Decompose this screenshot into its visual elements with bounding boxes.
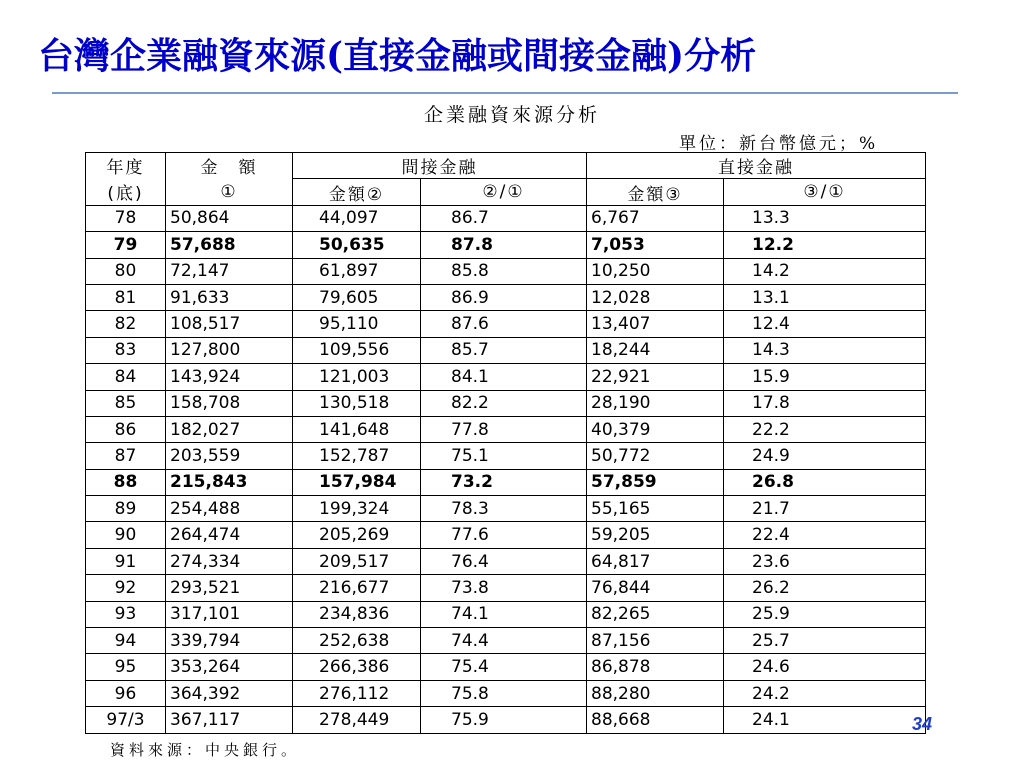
cell-total-amount: 108,517	[166, 311, 293, 337]
header-indirect-ratio: ②/①	[421, 179, 587, 205]
cell-total-amount: 203,559	[166, 443, 293, 469]
cell-year: 87	[86, 443, 166, 469]
header-direct-amount: 金額③	[587, 179, 724, 205]
cell-indirect-ratio: 77.8	[421, 416, 587, 442]
cell-total-amount: 317,101	[166, 601, 293, 627]
cell-total-amount: 143,924	[166, 364, 293, 390]
cell-indirect-ratio: 85.7	[421, 337, 587, 363]
table-row	[86, 284, 926, 310]
cell-direct-amount: 28,190	[587, 390, 724, 416]
table-row	[86, 258, 926, 284]
header-year: 年度	[86, 153, 166, 179]
cell-indirect-amount: 152,787	[293, 443, 421, 469]
cell-indirect-ratio: 76.4	[421, 548, 587, 574]
cell-direct-ratio: 24.1	[724, 707, 926, 733]
cell-indirect-ratio: 75.1	[421, 443, 587, 469]
cell-indirect-ratio: 87.8	[421, 232, 587, 258]
table-row	[86, 337, 926, 363]
cell-total-amount: 91,633	[166, 284, 293, 310]
cell-year: 96	[86, 680, 166, 706]
header-row-2	[86, 179, 926, 205]
table-row	[86, 205, 926, 231]
cell-indirect-ratio: 86.9	[421, 284, 587, 310]
cell-indirect-ratio: 73.8	[421, 575, 587, 601]
table-row	[86, 364, 926, 390]
cell-indirect-ratio: 75.9	[421, 707, 587, 733]
cell-year: 97/3	[86, 707, 166, 733]
cell-indirect-amount: 234,836	[293, 601, 421, 627]
cell-total-amount: 274,334	[166, 548, 293, 574]
table-row	[86, 416, 926, 442]
cell-year: 93	[86, 601, 166, 627]
cell-indirect-ratio: 75.4	[421, 654, 587, 680]
cell-total-amount: 57,688	[166, 232, 293, 258]
cell-indirect-amount: 205,269	[293, 522, 421, 548]
cell-direct-ratio: 14.3	[724, 337, 926, 363]
cell-direct-ratio: 17.8	[724, 390, 926, 416]
cell-indirect-amount: 50,635	[293, 232, 421, 258]
header-indirect-finance: 間接金融	[293, 153, 587, 179]
cell-direct-ratio: 23.6	[724, 548, 926, 574]
header-amount: 金 額	[166, 153, 293, 179]
table-row	[86, 496, 926, 522]
header-row-1	[86, 153, 926, 179]
cell-indirect-amount: 95,110	[293, 311, 421, 337]
cell-direct-amount: 76,844	[587, 575, 724, 601]
cell-direct-ratio: 14.2	[724, 258, 926, 284]
cell-direct-ratio: 25.9	[724, 601, 926, 627]
cell-direct-ratio: 21.7	[724, 496, 926, 522]
cell-direct-amount: 7,053	[587, 232, 724, 258]
table-row	[86, 232, 926, 258]
cell-indirect-ratio: 77.6	[421, 522, 587, 548]
table-row	[86, 443, 926, 469]
cell-direct-ratio: 13.3	[724, 205, 926, 231]
financing-table	[85, 152, 926, 734]
cell-direct-ratio: 22.2	[724, 416, 926, 442]
cell-indirect-amount: 266,386	[293, 654, 421, 680]
cell-indirect-amount: 130,518	[293, 390, 421, 416]
table-row	[86, 311, 926, 337]
cell-direct-amount: 50,772	[587, 443, 724, 469]
cell-direct-amount: 88,668	[587, 707, 724, 733]
table-row	[86, 654, 926, 680]
cell-indirect-amount: 278,449	[293, 707, 421, 733]
source-note: 資料來源：中央銀行。	[110, 741, 301, 759]
cell-year: 86	[86, 416, 166, 442]
cell-year: 84	[86, 364, 166, 390]
cell-indirect-amount: 157,984	[293, 469, 421, 495]
cell-indirect-amount: 141,648	[293, 416, 421, 442]
cell-year: 91	[86, 548, 166, 574]
cell-year: 90	[86, 522, 166, 548]
header-year-suffix: (底)	[86, 179, 166, 205]
table-row	[86, 575, 926, 601]
header-direct-ratio: ③/①	[724, 179, 926, 205]
cell-year: 82	[86, 311, 166, 337]
cell-year: 94	[86, 628, 166, 654]
cell-direct-ratio: 13.1	[724, 284, 926, 310]
table-row	[86, 548, 926, 574]
cell-direct-amount: 6,767	[587, 205, 724, 231]
cell-indirect-amount: 276,112	[293, 680, 421, 706]
cell-indirect-ratio: 82.2	[421, 390, 587, 416]
table-row	[86, 522, 926, 548]
cell-direct-amount: 57,859	[587, 469, 724, 495]
cell-indirect-amount: 216,677	[293, 575, 421, 601]
cell-indirect-ratio: 78.3	[421, 496, 587, 522]
cell-direct-amount: 64,817	[587, 548, 724, 574]
cell-indirect-amount: 121,003	[293, 364, 421, 390]
cell-direct-amount: 55,165	[587, 496, 724, 522]
table-row	[86, 601, 926, 627]
cell-total-amount: 182,027	[166, 416, 293, 442]
cell-total-amount: 353,264	[166, 654, 293, 680]
cell-direct-ratio: 26.2	[724, 575, 926, 601]
cell-indirect-amount: 252,638	[293, 628, 421, 654]
cell-indirect-ratio: 74.4	[421, 628, 587, 654]
cell-year: 78	[86, 205, 166, 231]
cell-direct-ratio: 24.9	[724, 443, 926, 469]
cell-total-amount: 215,843	[166, 469, 293, 495]
cell-total-amount: 50,864	[166, 205, 293, 231]
cell-indirect-amount: 79,605	[293, 284, 421, 310]
table-row	[86, 469, 926, 495]
cell-indirect-amount: 61,897	[293, 258, 421, 284]
cell-indirect-ratio: 75.8	[421, 680, 587, 706]
cell-direct-ratio: 26.8	[724, 469, 926, 495]
cell-year: 95	[86, 654, 166, 680]
cell-indirect-ratio: 85.8	[421, 258, 587, 284]
cell-year: 89	[86, 496, 166, 522]
cell-indirect-amount: 209,517	[293, 548, 421, 574]
table-row	[86, 680, 926, 706]
table-row	[86, 707, 926, 733]
header-indirect-amount: 金額②	[293, 179, 421, 205]
cell-indirect-ratio: 74.1	[421, 601, 587, 627]
cell-direct-amount: 59,205	[587, 522, 724, 548]
cell-direct-ratio: 12.4	[724, 311, 926, 337]
cell-direct-amount: 86,878	[587, 654, 724, 680]
cell-year: 85	[86, 390, 166, 416]
cell-year: 83	[86, 337, 166, 363]
header-direct-finance: 直接金融	[587, 153, 926, 179]
cell-direct-ratio: 25.7	[724, 628, 926, 654]
cell-direct-amount: 10,250	[587, 258, 724, 284]
cell-year: 81	[86, 284, 166, 310]
page-number: 34	[912, 714, 933, 734]
unit-note: 單位：新台幣億元；%	[679, 134, 879, 154]
cell-year: 92	[86, 575, 166, 601]
table-row	[86, 390, 926, 416]
cell-indirect-ratio: 84.1	[421, 364, 587, 390]
title-divider	[52, 92, 958, 94]
cell-indirect-amount: 199,324	[293, 496, 421, 522]
cell-direct-ratio: 24.6	[724, 654, 926, 680]
cell-indirect-ratio: 73.2	[421, 469, 587, 495]
cell-total-amount: 72,147	[166, 258, 293, 284]
cell-total-amount: 264,474	[166, 522, 293, 548]
cell-year: 79	[86, 232, 166, 258]
header-amount-marker: ①	[166, 179, 293, 205]
cell-direct-amount: 82,265	[587, 601, 724, 627]
cell-direct-amount: 13,407	[587, 311, 724, 337]
cell-year: 80	[86, 258, 166, 284]
cell-total-amount: 339,794	[166, 628, 293, 654]
table-title: 企業融資來源分析	[423, 104, 600, 126]
table-row	[86, 628, 926, 654]
cell-direct-amount: 18,244	[587, 337, 724, 363]
cell-total-amount: 127,800	[166, 337, 293, 363]
cell-year: 88	[86, 469, 166, 495]
slide-title: 台灣企業融資來源(直接金融或間接金融)分析	[38, 35, 757, 77]
cell-direct-amount: 40,379	[587, 416, 724, 442]
cell-direct-amount: 22,921	[587, 364, 724, 390]
cell-direct-ratio: 24.2	[724, 680, 926, 706]
cell-direct-amount: 12,028	[587, 284, 724, 310]
cell-total-amount: 364,392	[166, 680, 293, 706]
cell-indirect-amount: 44,097	[293, 205, 421, 231]
cell-direct-ratio: 15.9	[724, 364, 926, 390]
cell-indirect-ratio: 86.7	[421, 205, 587, 231]
cell-direct-amount: 88,280	[587, 680, 724, 706]
cell-total-amount: 254,488	[166, 496, 293, 522]
cell-indirect-ratio: 87.6	[421, 311, 587, 337]
cell-total-amount: 367,117	[166, 707, 293, 733]
cell-direct-ratio: 22.4	[724, 522, 926, 548]
cell-total-amount: 293,521	[166, 575, 293, 601]
cell-direct-amount: 87,156	[587, 628, 724, 654]
cell-total-amount: 158,708	[166, 390, 293, 416]
cell-indirect-amount: 109,556	[293, 337, 421, 363]
cell-direct-ratio: 12.2	[724, 232, 926, 258]
